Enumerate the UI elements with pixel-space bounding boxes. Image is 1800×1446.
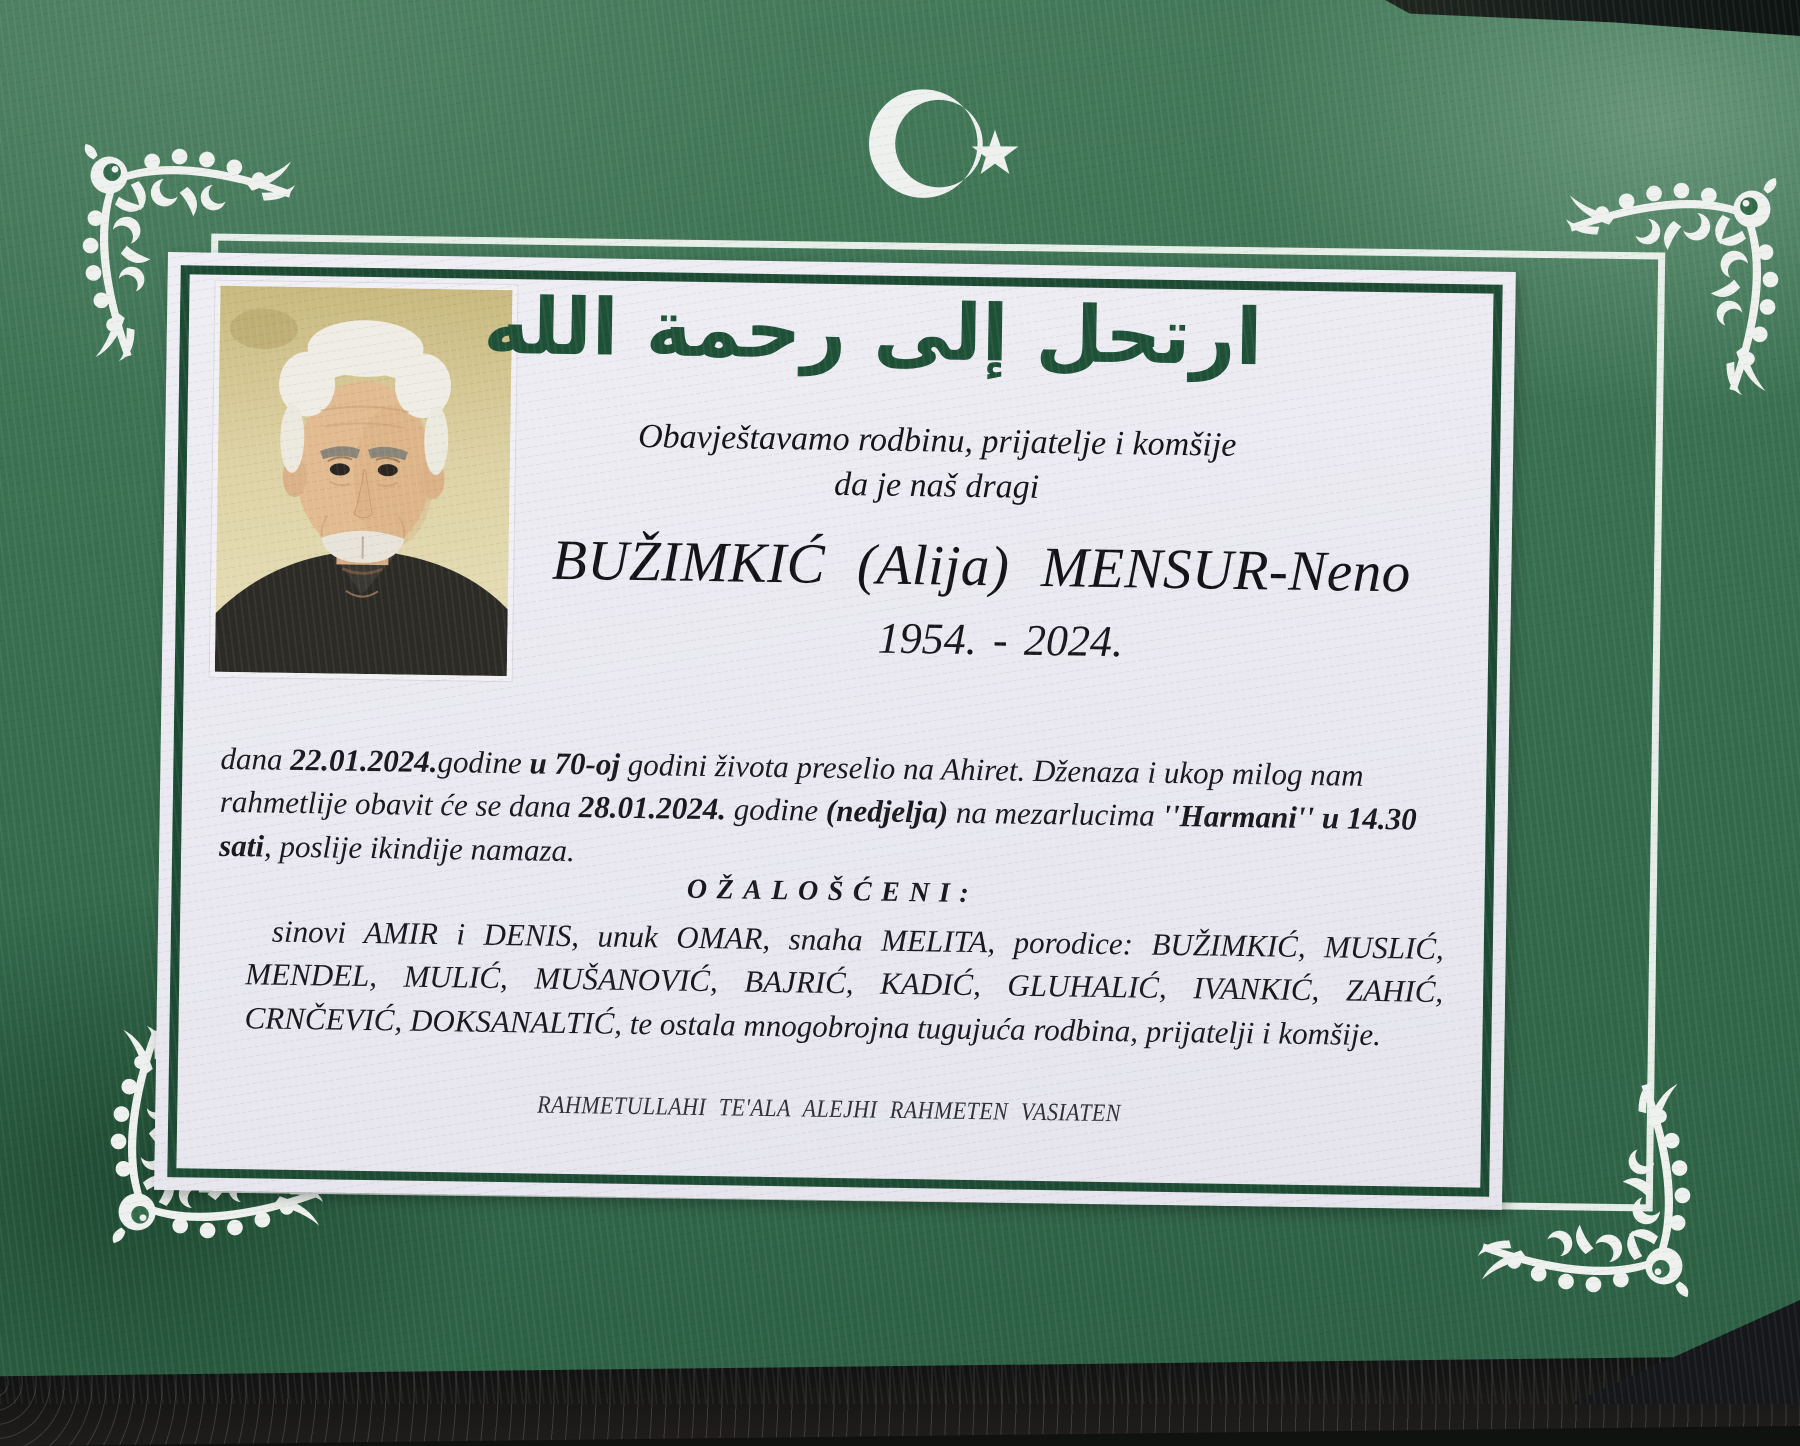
card-content [189, 281, 1482, 1176]
backdrop-top-strip [1385, 0, 1800, 36]
obituary-card [154, 252, 1516, 1210]
death-details-paragraph: dana 22.01.2024.godine u 70-oj godini života preselio na Ahiret. Dženaza i ukop milog nam rahmetlije obavit će se dana 28.01.2024. godine (nedjelja) na mezarlucima ''Harmani'' u 14.30 sati, poslije ikindije namaza. [218, 740, 1417, 868]
closing-prayer-text: RAHMETULLAHI TE'ALA ALEJHI RAHMETEN VASIATEN [537, 1091, 1122, 1128]
deceased-name: BUŽIMKIĆ (Alija) MENSUR-Neno [551, 528, 1412, 605]
notice-header [482, 281, 1473, 750]
intro-line-1: Obavještavamo rodbinu, prijatelje i komšije [637, 417, 1237, 464]
backdrop-bottom-strip [0, 1356, 1800, 1446]
crescent-star-icon [862, 58, 1037, 238]
floral-corner-ornament-bottom-left [98, 1026, 323, 1251]
intro-lines [454, 412, 1419, 516]
intro-line-2: da je naš dragi [833, 465, 1040, 506]
backdrop-bottom-right-wedge [1570, 1300, 1800, 1404]
floral-corner-ornament-bottom-right [1478, 1080, 1703, 1305]
mourners-list: sinovi AMIR i DENIS, unuk OMAR, snaha MELITA, porodice: BUŽIMKIĆ, MUSLIĆ, MENDEL, MULIĆ, MUŠANOVIĆ, BAJRIĆ, KADIĆ, GLUHALIĆ, IVANKIĆ, ZAHIĆ, CRNČEVIĆ, DOKSANALTIĆ, te ostala mnogobrojna tugujuća rodbina, prijatelji i komšije. [244, 913, 1445, 1052]
life-years: 1954. - 2024. [877, 613, 1124, 667]
deceased-photo [210, 281, 518, 681]
portrait-illustration [215, 286, 513, 676]
mourners-heading: OŽALOŠĆENI: [686, 873, 979, 910]
closing-prayer [189, 1086, 1469, 1133]
printed-white-frame [199, 234, 1665, 1212]
floral-corner-ornament-top-right [1566, 170, 1791, 395]
floral-corner-ornament-top-left [70, 136, 295, 361]
arabic-calligraphy: ارتحل إلى رحمة الله [482, 281, 1264, 384]
card-inner-green-border [167, 265, 1502, 1197]
